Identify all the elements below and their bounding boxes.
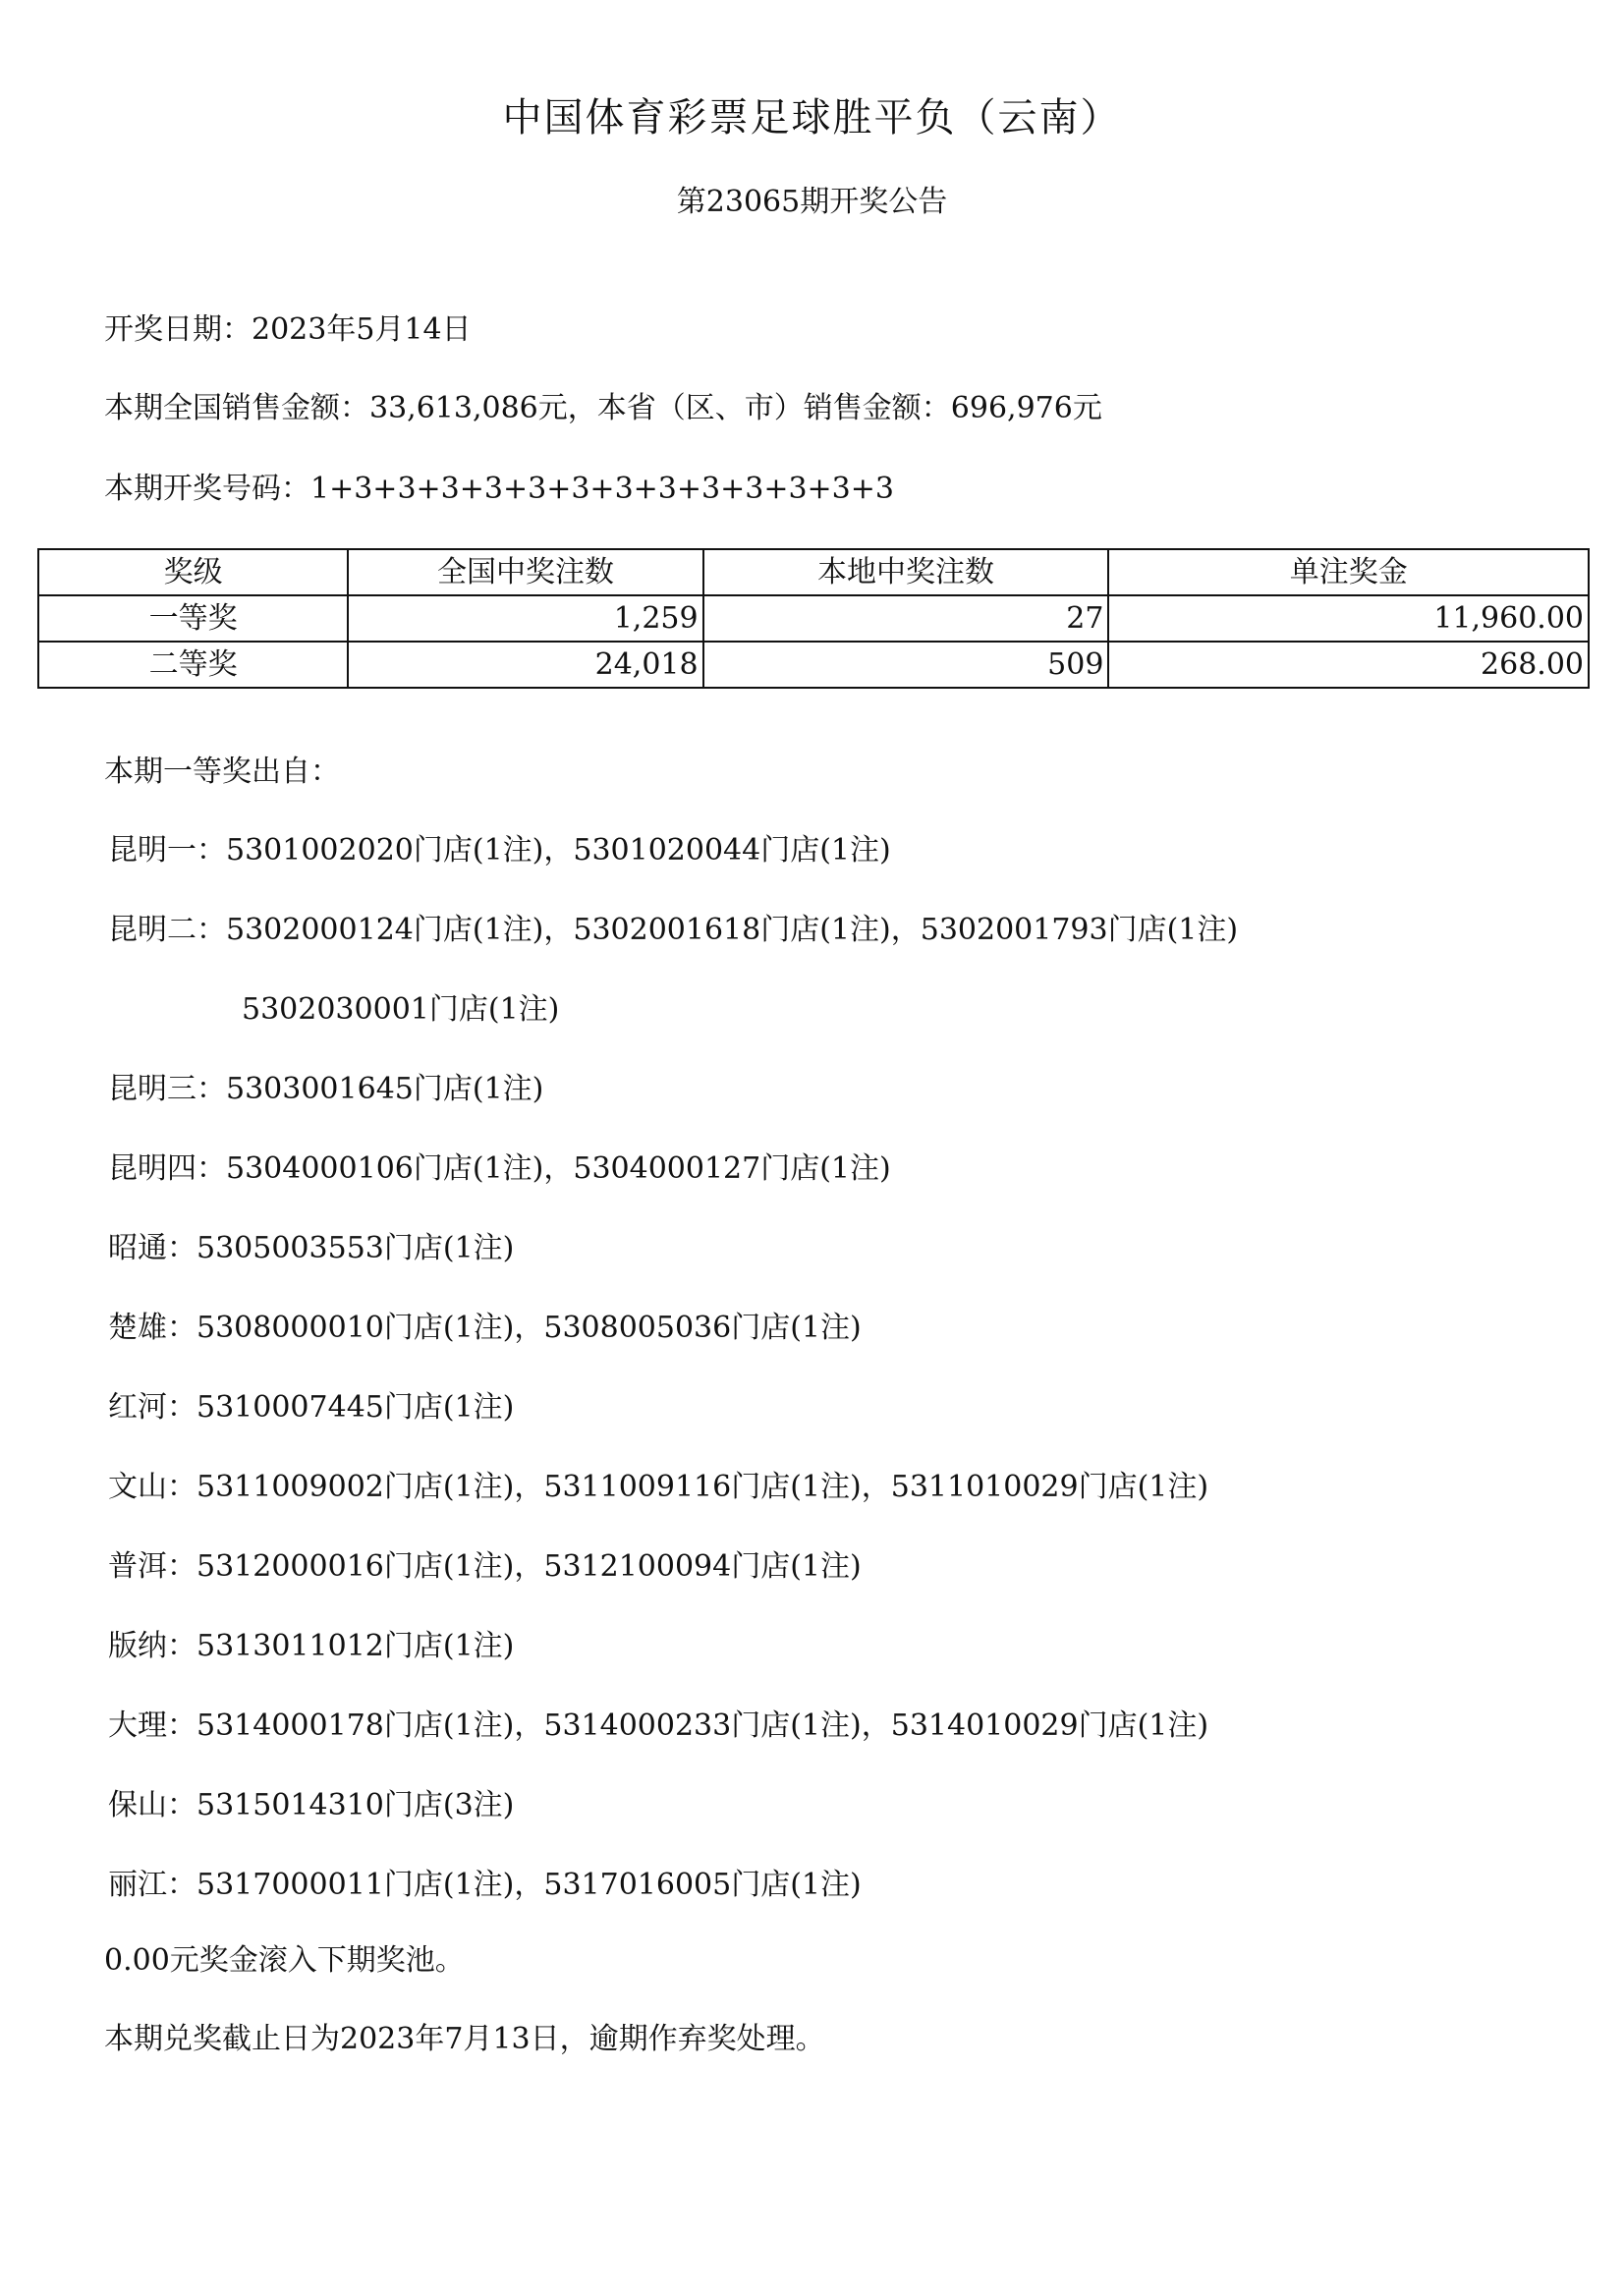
draw-numbers-line [104,464,894,507]
list-item: 版纳：5313011012门店(1注) [108,1629,515,1663]
list-item: 楚雄：5308000010门店(1注)，5308005036门店(1注) [108,1311,862,1345]
page-title: 中国体育彩票足球胜平负（云南） [502,95,1122,140]
list-item: 昆明四：5304000106门店(1注)，5304000127门店(1注) [108,1151,891,1186]
list-item: 红河：5310007445门店(1注) [108,1390,515,1425]
list-item: 文山：5311009002门店(1注)，5311009116门店(1注)，5311010029门店(1注) [108,1470,1209,1504]
header-unit-prize: 单注奖金 [1108,549,1589,595]
list-item: 昆明一：5301002020门店(1注)，5301020044门店(1注) [108,833,891,868]
list-item: 昆明二：5302000124门店(1注)，5302001618门店(1注)，5302001793门店(1注) [108,913,1239,947]
draw-numbers-value: 1+3+3+3+3+3+3+3+3+3+3+3+3+3 [310,472,894,506]
draw-date-value: 2023年5月14日 [252,312,472,347]
table-row [38,642,1589,688]
table-row [38,595,1589,642]
deadline-note: 本期兑奖截止日为2023年7月13日，逾期作弃奖处理。 [104,2022,825,2056]
list-item: 昭通：5305003553门店(1注) [108,1231,515,1265]
list-item: 5302030001门店(1注) [242,992,560,1027]
list-item: 昆明三：5303001645门店(1注) [108,1072,544,1106]
national-count: 24,018 [348,642,702,688]
prize-table [37,548,1590,689]
unit-prize: 11,960.00 [1108,595,1589,642]
winners-list [108,825,1238,1939]
prize-table-header [38,549,1589,595]
list-item: 保山：5315014310门店(3注) [108,1788,515,1822]
draw-date-line [104,305,472,348]
local-count: 27 [703,595,1109,642]
list-item: 大理：5314000178门店(1注)，5314000233门店(1注)，5314010029门店(1注) [108,1708,1209,1743]
national-count: 1,259 [348,595,702,642]
local-count: 509 [703,642,1109,688]
draw-numbers-label: 本期开奖号码： [104,472,310,506]
sales-line: 本期全国销售金额：33,613,086元，本省（区、市）销售金额：696,976元 [104,391,1102,425]
header-local-count: 本地中奖注数 [703,549,1109,595]
draw-date-label: 开奖日期： [104,312,252,347]
winners-title: 本期一等奖出自： [104,755,340,789]
list-item: 普洱：5312000016门店(1注)，5312100094门店(1注) [108,1549,862,1584]
header-national-count: 全国中奖注数 [348,549,702,595]
header-level: 奖级 [38,549,348,595]
prize-level: 二等奖 [38,642,348,688]
issue-subtitle: 第23065期开奖公告 [676,185,948,219]
rollover-note: 0.00元奖金滚入下期奖池。 [104,1943,465,1978]
list-item: 丽江：5317000011门店(1注)，5317016005门店(1注) [108,1868,862,1902]
prize-level: 一等奖 [38,595,348,642]
unit-prize: 268.00 [1108,642,1589,688]
